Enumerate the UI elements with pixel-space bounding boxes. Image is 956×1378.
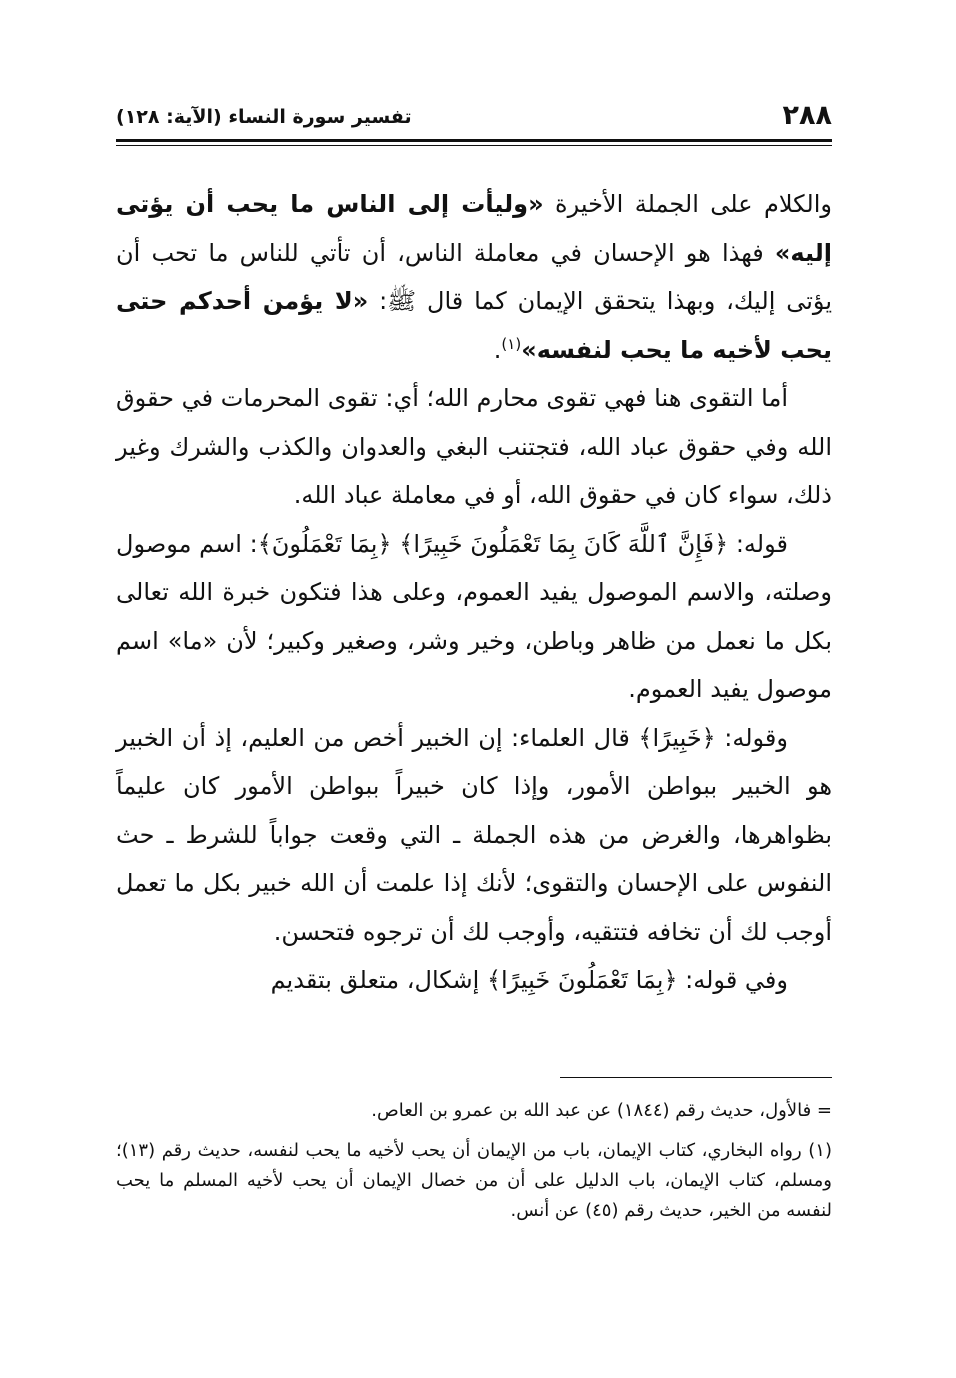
- footnotes: [116, 1096, 832, 1236]
- text-run: فهذا هو الإحسان في معاملة الناس، أن تأتي للناس ما تحب أن يؤتى إليك، وبهذا يتحقق الإيمان كما قال ﷺ:: [116, 238, 832, 315]
- footnote-marker: (١): [501, 334, 522, 353]
- paragraph-5: [116, 956, 832, 1005]
- text-run: : اسم موصول وصلته، والاسم الموصول يفيد العموم، وعلى هذا فتكون خبرة الله تعالى بكل ما نعمل من ظاهر وباطن، وخير وشر، وصغير وكبير؛ لأن «ما» اسم موصول يفيد العموم.: [116, 529, 832, 703]
- header-rule-thick: [116, 139, 832, 142]
- hadith-quote: «وليأت إلى الناس ما يحب أن يؤتى إليه»: [116, 190, 832, 267]
- text-run: قال العلماء: إن الخبير أخص من العليم، إذ أن الخبير هو الخبير ببواطن الأمور، وإذا كان خبيراً ببواطن الأمور كان عليماً بظواهرها، والغرض من هذه الجملة ـ التي وقعت جواباً للشرط ـ حث النفوس على الإحسان والتقوى؛ لأنك إذا علمت أن الله خبير بكل ما تعمل أوجب لك أن تخافه فتتقيه، وأوجب لك أن ترجوه فتحسن.: [116, 723, 832, 946]
- text-run: .: [493, 335, 502, 364]
- text-run: قوله:: [728, 529, 788, 558]
- text-run: إشكال، متعلق بتقديم: [270, 966, 487, 994]
- text-run: وفي قوله:: [677, 966, 788, 994]
- page-number: ٢٨٨: [782, 100, 832, 131]
- footnote-separator: [560, 1077, 832, 1078]
- quran-verse: ﴿بِمَا تَعْمَلُونَ﴾: [257, 529, 392, 558]
- main-text: [116, 180, 832, 1005]
- footnote-continued: = فالأول، حديث رقم (١٨٤٤) عن عبد الله بن عمرو بن العاص.: [371, 1100, 832, 1121]
- paragraph-3: [116, 520, 832, 714]
- text-run: وقوله:: [715, 723, 788, 752]
- paragraph-4: [116, 714, 832, 957]
- paragraph-2: أما التقوى هنا فهي تقوى محارم الله؛ أي: تقوى المحرمات في حقوق الله وفي حقوق عباد الله، فتجتنب البغي والعدوان والكذب والشرك وغير ذلك، سواء كان في حقوق الله، أو في معاملة عباد الله.: [116, 384, 832, 509]
- quran-verse: ﴿خَبِيرًا﴾: [638, 723, 716, 752]
- running-title: تفسير سورة النساء (الآية: ١٢٨): [116, 106, 412, 128]
- quran-verse: ﴿بِمَا تَعْمَلُونَ خَبِيرًا﴾: [486, 966, 678, 994]
- hadith-quote: «لا يؤمن أحدكم حتى يحب لأخيه ما يحب لنفسه»: [116, 287, 832, 364]
- page-header: [116, 96, 832, 136]
- footnote-1: (١) رواه البخاري، كتاب الإيمان، باب من الإيمان أن يحب لأخيه ما يحب لنفسه، حديث رقم (١٣)؛ ومسلم، كتاب الإيمان، باب الدليل على أن من خصال الإيمان أن يحب لأخيه المسلم ما يحب لنفسه من الخير، حديث رقم (٤٥) عن أنس.: [116, 1140, 832, 1221]
- text-run: والكلام على الجملة الأخيرة: [543, 190, 832, 218]
- quran-verse: ﴿فَإِنَّ ٱللَّهَ كَانَ بِمَا تَعْمَلُونَ خَبِيرًا﴾: [399, 529, 729, 558]
- paragraph-1: [116, 180, 832, 374]
- header-rule-thin: [116, 145, 832, 146]
